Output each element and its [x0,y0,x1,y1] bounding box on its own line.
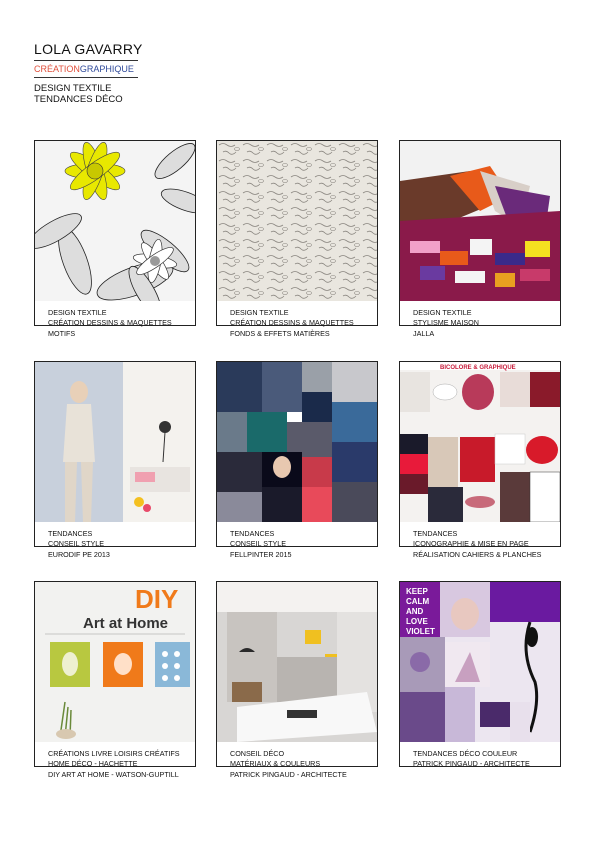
caption-line: DESIGN TEXTILE [413,308,472,317]
caption-line: FONDS & EFFETS MATIÈRES [230,328,330,338]
caption-line: DESIGN TEXTILE [48,308,107,317]
caption-line: STYLISME MAISON [413,318,479,328]
bicolore-moodboard [400,362,560,522]
caption-line: PATRICK PINGAUD - ARCHITECTE [230,769,347,779]
portfolio-card-jalla[interactable] [399,140,561,338]
caption-line: RÉALISATION CAHIERS & PLANCHES [413,549,542,559]
caption-line: HOME DÉCO - HACHETTE [48,759,138,769]
book-title-art-at-home: Art at Home [83,615,169,632]
divider [34,77,138,78]
portfolio-card-motifs[interactable] [34,140,196,338]
tag-list [34,83,184,105]
portfolio-card-pingaud-couleur[interactable] [399,581,561,767]
caption-line: MATÉRIAUX & COULEURS [230,759,321,769]
caption-line: TENDANCES DÉCO COULEUR [413,749,518,758]
card-caption [48,529,191,560]
caption-line: TENDANCES [230,529,275,538]
fashion-interior-photo [35,362,195,522]
caption-line: DESIGN TEXTILE [230,308,289,317]
tag-design-textile: DESIGN TEXTILE [34,83,112,94]
caption-line: DIY ART AT HOME - WATSON-GUPTILL [48,769,179,779]
card-caption [48,308,191,339]
caption-line: FELLPINTER 2015 [230,549,292,559]
subtitle [34,63,184,76]
subtitle-creation: CRÉATION [34,64,80,74]
caption-line: TENDANCES [48,529,93,538]
bedding-photo [400,141,560,301]
card-caption [230,749,373,780]
caption-line: EURODIF PE 2013 [48,549,110,559]
caption-line: CONSEIL STYLE [48,539,105,549]
poster-line: VIOLET [406,627,435,636]
portfolio-card-iconographie[interactable] [399,361,561,559]
caption-line: CONSEIL DÉCO [230,749,285,758]
card-caption [413,529,556,560]
portfolio-card-diy[interactable] [34,581,196,779]
book-title-diy: DIY [135,584,179,614]
caption-line: CRÉATION DESSINS & MAQUETTES [230,318,354,328]
poster-line: AND [406,607,424,616]
moodboard-collage [217,362,377,522]
image-heading: BICOLORE & GRAPHIQUE [440,365,516,371]
floral-motif-image [35,141,195,301]
card-caption [230,308,373,339]
caption-line: CONSEIL STYLE [230,539,287,549]
caption-line: CRÉATIONS LIVRE LOISIRS CRÉATIFS [48,749,180,758]
poster-line: KEEP [406,587,428,596]
divider [34,60,138,61]
portfolio-card-fellpinter[interactable] [216,361,378,559]
card-caption [413,749,556,770]
violet-moodboard [400,582,560,742]
designer-name: LOLA GAVARRY [34,41,143,57]
caption-line: MOTIFS [48,328,76,338]
caption-line: ICONOGRAPHIE & MISE EN PAGE [413,539,529,549]
texture-pattern-image [217,141,377,301]
portfolio-card-fonds[interactable] [216,140,378,338]
portfolio-card-eurodif[interactable] [34,361,196,559]
header [34,40,184,105]
card-caption [413,308,556,339]
caption-line: PATRICK PINGAUD - ARCHITECTE [413,759,530,769]
poster-line: CALM [406,597,430,606]
caption-line: TENDANCES [413,529,458,538]
kitchen-interior-photo [217,582,377,742]
subtitle-graphique: GRAPHIQUE [79,64,134,74]
tag-tendances-deco: TENDANCES DÉCO [34,94,123,105]
caption-line: JALLA [413,328,435,338]
card-caption [230,529,373,560]
book-cover-image [35,582,195,742]
caption-line: CRÉATION DESSINS & MAQUETTES [48,318,172,328]
card-caption [48,749,191,780]
poster-line: LOVE [406,617,428,626]
portfolio-card-pingaud-deco[interactable] [216,581,378,779]
